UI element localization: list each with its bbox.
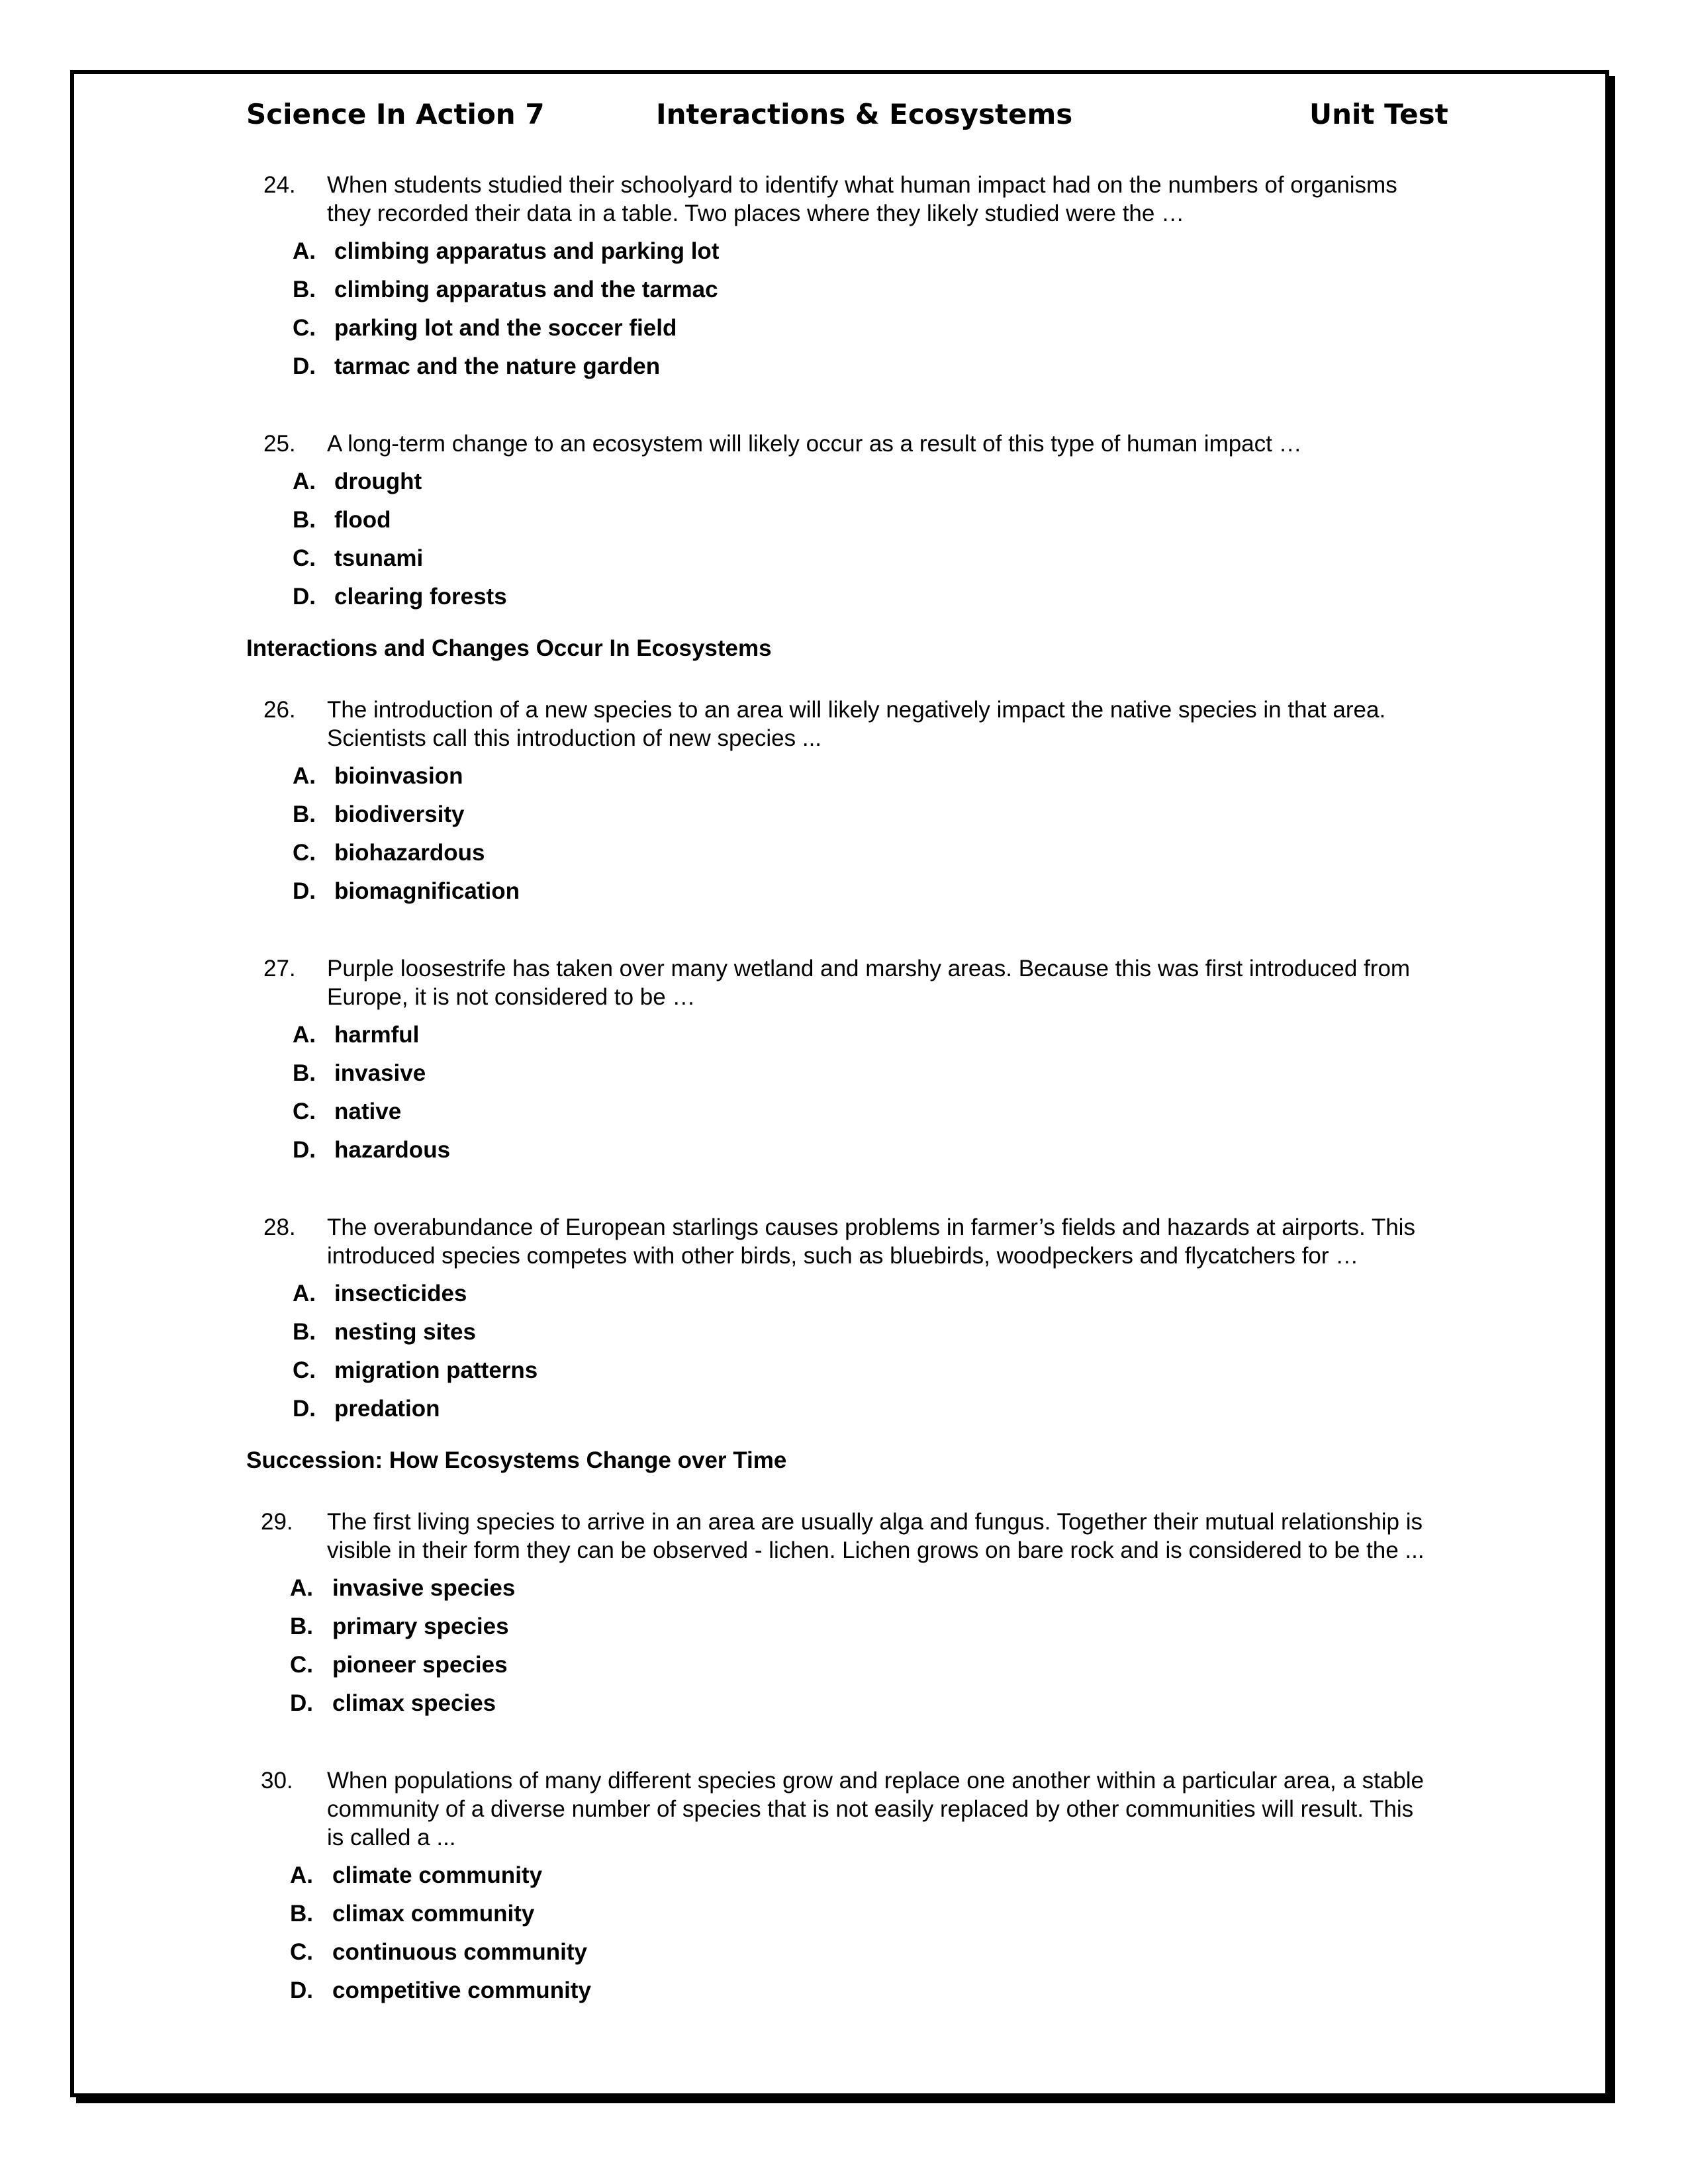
answer-option[interactable] [246, 1279, 1517, 1318]
option-letter: C. [290, 1652, 313, 1678]
answer-option[interactable] [246, 1356, 1517, 1394]
question-text: When students studied their schoolyard to identify what human impact had on the numbers of organisms they recorded their data in a table. Two places where they likely studied were the … [327, 172, 1397, 226]
option-letter: A. [293, 238, 316, 264]
answer-option[interactable] [246, 314, 1517, 352]
option-text: tarmac and the nature garden [334, 353, 661, 379]
option-text: climbing apparatus and the tarmac [334, 277, 718, 302]
option-letter: C. [293, 315, 316, 341]
option-text: flood [334, 507, 391, 533]
test-label: Unit Test [1309, 98, 1448, 130]
answer-options [246, 1279, 1517, 1433]
option-text: pioneer species [332, 1652, 508, 1678]
option-text: climate community [332, 1862, 543, 1888]
answer-option[interactable] [246, 467, 1517, 506]
option-letter: A. [290, 1862, 313, 1888]
question-number: 26. [263, 697, 296, 723]
answer-options [246, 1861, 1517, 2015]
option-text: insecticides [334, 1281, 467, 1306]
option-letter: B. [290, 1614, 313, 1639]
answer-options [246, 467, 1517, 621]
answer-option[interactable] [246, 1899, 1517, 1938]
answer-option[interactable] [246, 1136, 1517, 1174]
question-number: 25. [263, 431, 296, 457]
question-text: The overabundance of European starlings causes problems in farmer’s fields and hazards at airports. This introduced species competes with other birds, such as bluebirds, woodpeckers and flycatchers for … [327, 1214, 1415, 1269]
answer-option[interactable] [246, 582, 1517, 621]
question-number: 28. [263, 1214, 296, 1240]
option-text: biomagnification [334, 878, 520, 904]
question-text: The introduction of a new species to an area will likely negatively impact the native species in that area. Scientists call this introduction of new species ... [327, 697, 1386, 751]
question-text: When populations of many different species grow and replace one another within a particular area, a stable community of a diverse number of species that is not easily replaced by other communities will result. This is called a ... [327, 1768, 1425, 1850]
course-title: Science In Action 7 [246, 98, 545, 130]
question-25 [246, 430, 1517, 621]
option-text: invasive species [332, 1575, 516, 1601]
option-text: biohazardous [334, 840, 485, 866]
answer-options [246, 1021, 1517, 1174]
option-letter: C. [293, 545, 316, 571]
answer-option[interactable] [246, 877, 1517, 915]
option-text: biodiversity [334, 801, 465, 827]
question-text: The first living species to arrive in an area are usually alga and fungus. Together their mutual relationship is visible in their form they can be observed - lichen. Lichen grows on bare rock and is considered to be the ... [327, 1509, 1425, 1563]
option-letter: C. [293, 1357, 316, 1383]
section-heading: Interactions and Changes Occur In Ecosystems [246, 635, 772, 661]
option-text: predation [334, 1396, 440, 1422]
answer-options [246, 237, 1517, 390]
option-text: continuous community [332, 1939, 587, 1965]
answer-option[interactable] [246, 1651, 1517, 1689]
option-text: drought [334, 469, 422, 494]
option-letter: A. [290, 1575, 313, 1601]
question-29 [246, 1508, 1517, 1727]
option-text: climax species [332, 1690, 496, 1716]
question-30 [246, 1766, 1517, 2015]
option-text: migration patterns [334, 1357, 538, 1383]
option-letter: A. [293, 1281, 316, 1306]
option-letter: B. [293, 507, 316, 533]
option-text: clearing forests [334, 584, 507, 610]
option-letter: D. [293, 584, 316, 610]
question-number: 24. [263, 172, 296, 198]
option-letter: A. [293, 763, 316, 789]
answer-option[interactable] [246, 1938, 1517, 1976]
option-text: parking lot and the soccer field [334, 315, 677, 341]
option-letter: B. [293, 277, 316, 302]
answer-option[interactable] [246, 1394, 1517, 1433]
answer-option[interactable] [246, 1689, 1517, 1727]
unit-title: Interactions & Ecosystems [656, 98, 1073, 130]
question-number: 27. [263, 956, 296, 981]
option-letter: C. [293, 840, 316, 866]
answer-option[interactable] [246, 1612, 1517, 1651]
option-letter: D. [293, 353, 316, 379]
answer-option[interactable] [246, 1574, 1517, 1612]
option-text: nesting sites [334, 1319, 476, 1345]
option-text: climbing apparatus and parking lot [334, 238, 720, 264]
answer-option[interactable] [246, 237, 1517, 275]
question-number: 30. [261, 1768, 293, 1794]
answer-option[interactable] [246, 839, 1517, 877]
answer-option[interactable] [246, 1318, 1517, 1356]
answer-option[interactable] [246, 762, 1517, 800]
answer-option[interactable] [246, 1976, 1517, 2015]
option-text: bioinvasion [334, 763, 463, 789]
option-text: native [334, 1099, 402, 1124]
option-text: competitive community [332, 1978, 591, 2003]
option-letter: A. [293, 469, 316, 494]
option-text: tsunami [334, 545, 424, 571]
option-text: hazardous [334, 1137, 451, 1163]
test-content [246, 171, 1517, 2015]
option-text: primary species [332, 1614, 509, 1639]
question-27 [246, 954, 1517, 1174]
option-letter: D. [293, 1137, 316, 1163]
answer-option[interactable] [246, 352, 1517, 390]
option-letter: D. [293, 1396, 316, 1422]
question-text: A long-term change to an ecosystem will likely occur as a result of this type of human impact … [327, 431, 1302, 457]
answer-option[interactable] [246, 275, 1517, 314]
answer-option[interactable] [246, 1861, 1517, 1899]
question-24 [246, 171, 1517, 390]
option-letter: B. [293, 801, 316, 827]
option-letter: D. [290, 1690, 313, 1716]
answer-option[interactable] [246, 544, 1517, 582]
question-26 [246, 696, 1517, 915]
option-letter: B. [293, 1319, 316, 1345]
answer-options [246, 1574, 1517, 1727]
option-text: invasive [334, 1060, 426, 1086]
question-number: 29. [261, 1509, 293, 1535]
option-letter: C. [293, 1099, 316, 1124]
option-text: harmful [334, 1022, 420, 1048]
answer-option[interactable] [246, 800, 1517, 839]
question-28 [246, 1213, 1517, 1433]
option-letter: A. [293, 1022, 316, 1048]
section-heading: Succession: How Ecosystems Change over Time [246, 1447, 787, 1473]
option-letter: D. [293, 878, 316, 904]
answer-option[interactable] [246, 1097, 1517, 1136]
answer-options [246, 762, 1517, 915]
answer-option[interactable] [246, 506, 1517, 544]
option-letter: D. [290, 1978, 313, 2003]
answer-option[interactable] [246, 1021, 1517, 1059]
question-text: Purple loosestrife has taken over many wetland and marshy areas. Because this was first introduced from Europe, it is not considered to be … [327, 956, 1411, 1010]
option-letter: C. [290, 1939, 313, 1965]
answer-option[interactable] [246, 1059, 1517, 1097]
option-letter: B. [290, 1901, 313, 1927]
option-text: climax community [332, 1901, 535, 1927]
page-header [0, 98, 1688, 138]
option-letter: B. [293, 1060, 316, 1086]
